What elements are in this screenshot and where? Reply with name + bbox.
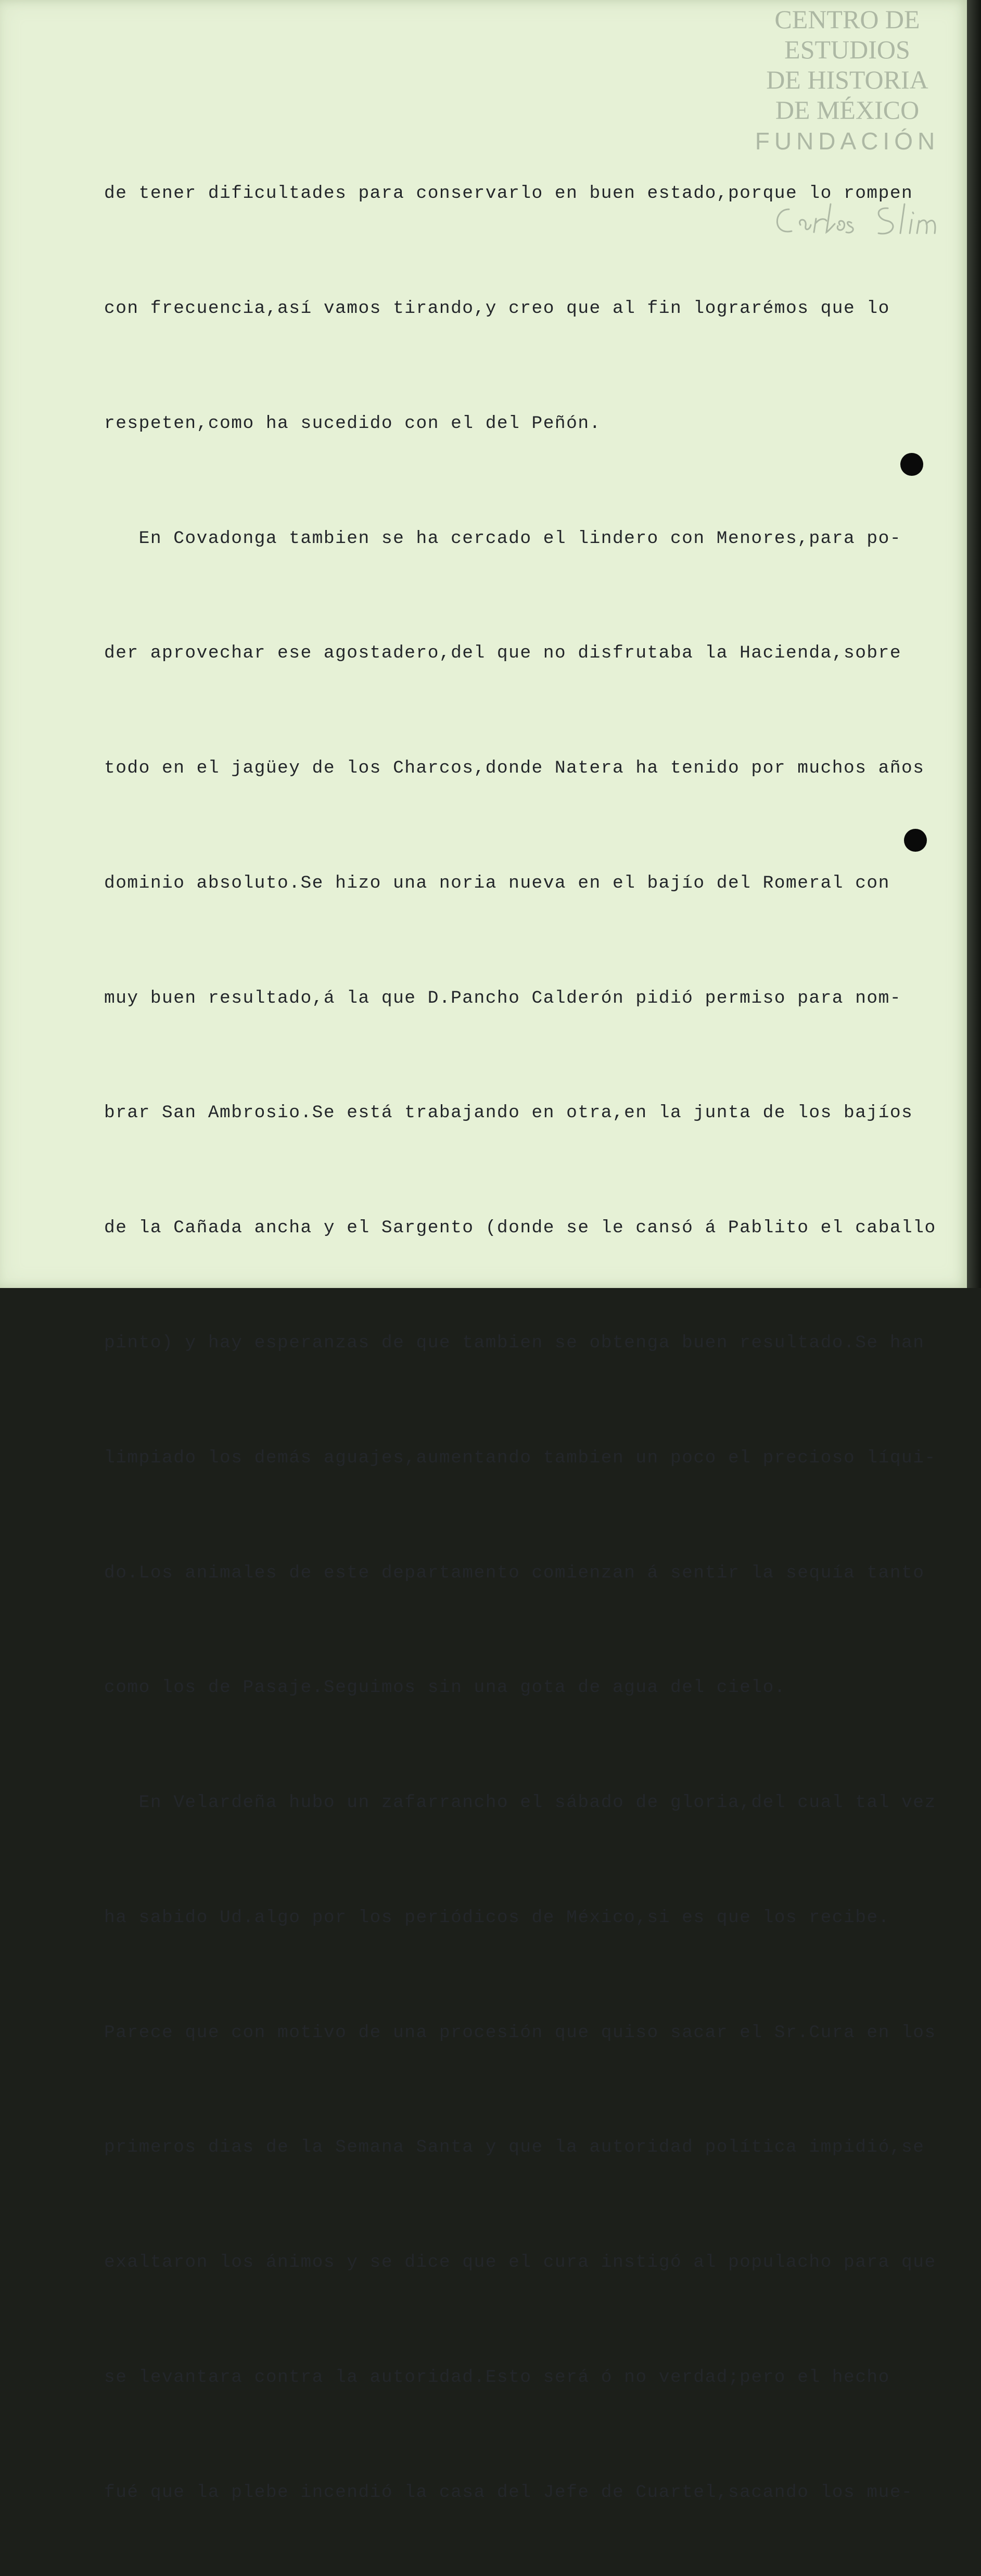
text-line: do.Los animales de este departamento comienzan á sentir la sequía tanto — [104, 1562, 925, 1583]
punch-hole — [900, 453, 923, 476]
text-line: exaltaron los ánimos y se dice que el cura instigó al populacho para que — [104, 2252, 936, 2273]
watermark-line: ESTUDIOS — [784, 35, 910, 64]
scan-edge — [967, 0, 981, 1288]
text-line: fué que la plebe incendió la casa del Jefe de Cuartel,sacando los mue- — [104, 2482, 913, 2503]
text-line: como los de Pasaje.Seguimos sin una gota de agua del cielo. — [104, 1677, 786, 1698]
text-line: En Covadonga tambien se ha cercado el lindero con Menores,para po- — [104, 528, 902, 549]
text-line: En Velardeña hubo un zafarrancho el sábado de gloria,del cual tal vez — [104, 1792, 936, 1813]
text-line: de tener dificultades para conservarlo en buen estado,porque lo rompen — [104, 183, 913, 204]
text-line: der aprovechar ese agostadero,del que no disfrutaba la Hacienda,sobre — [104, 643, 902, 664]
text-line: se levantara contra la autoridad.Esto será ó no verdad;pero el hecho — [104, 2367, 890, 2388]
text-line: primeros dias de la Semana Santa y que la autoridad política impidió,se — [104, 2137, 925, 2158]
text-line: de la Cañada ancha y el Sargento (donde se le cansó á Pablito el caballo — [104, 1218, 936, 1239]
text-line: limpiado los demás aguajes,aumentando tambien un poco el precioso líqui- — [104, 1447, 936, 1468]
text-line: todo en el jagüey de los Charcos,donde Natera ha tenido por muchos años — [104, 758, 925, 779]
watermark-line: DE MÉXICO — [775, 95, 920, 124]
text-line: muy buen resultado,á la que D.Pancho Calderón pidió permiso para nom- — [104, 988, 902, 1008]
text-line: con frecuencia,así vamos tirando,y creo que al fin lograrémos que lo — [104, 298, 890, 319]
text-line: dominio absoluto.Se hizo una noria nueva en el bajío del Romeral con — [104, 873, 890, 893]
text-line: Parece que con motivo de una procesión que quiso sacar el Sr.Cura en los — [104, 2022, 936, 2043]
text-line: ha sabido Ud.algo por los periódicos de México,si es que los recibe. — [104, 1907, 890, 1928]
text-line: respeten,como ha sucedido con el del Peñón. — [104, 413, 601, 434]
watermark-foundation: FUNDACIÓN — [755, 128, 940, 155]
punch-hole — [904, 829, 927, 852]
watermark-line: DE HISTORIA — [766, 65, 928, 94]
watermark-line: CENTRO DE — [774, 5, 920, 34]
text-line: brar San Ambrosio.Se está trabajando en otra,en la junta de los bajíos — [104, 1103, 913, 1123]
text-line: pinto) y hay esperanzas de que tambien se obtenga buen resultado.Se han — [104, 1333, 925, 1353]
letter-body — [104, 98, 947, 2576]
